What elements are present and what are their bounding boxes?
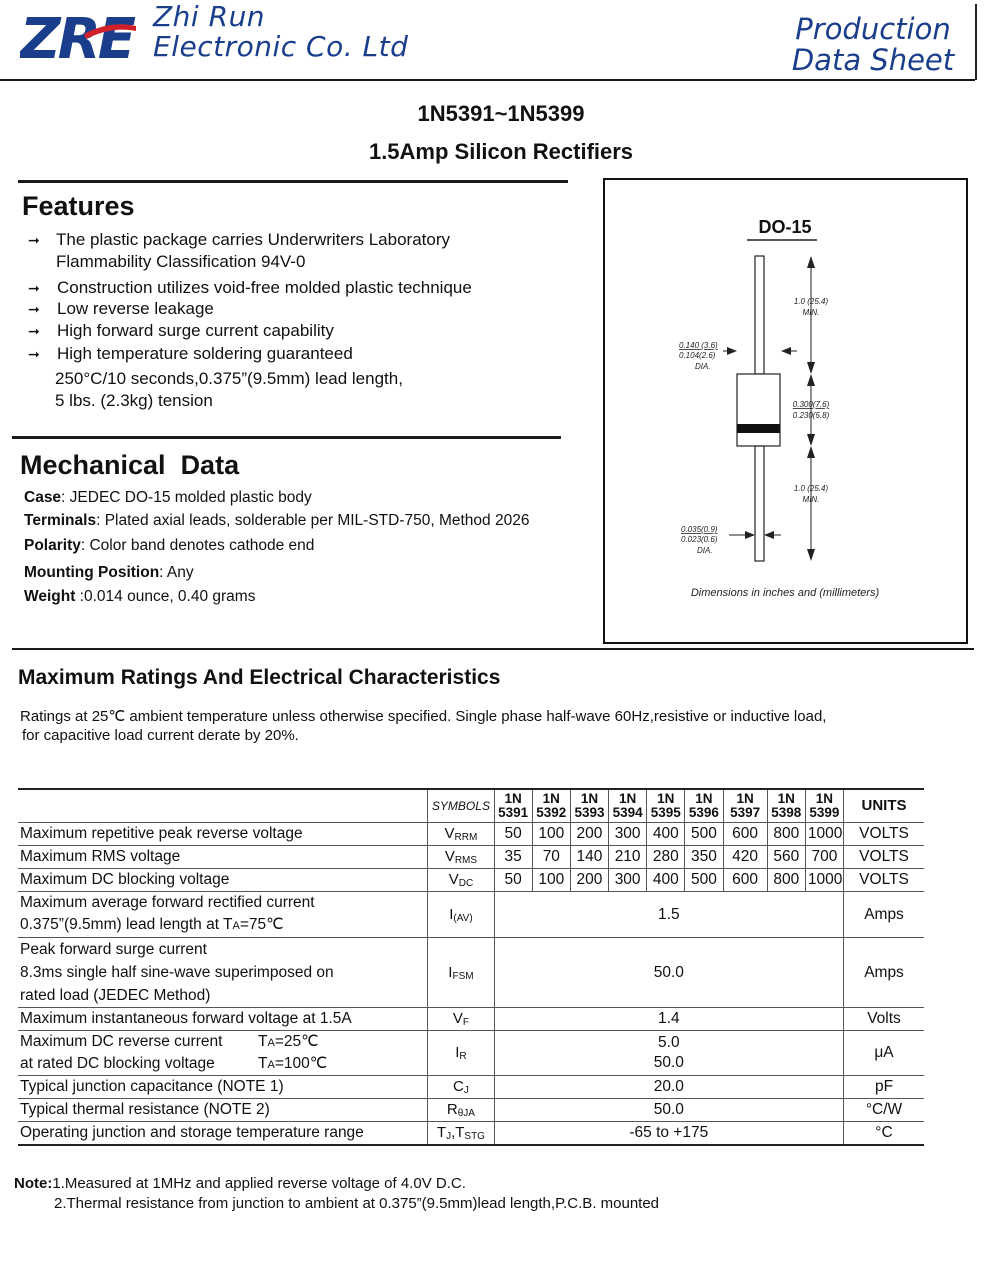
part-header: 1N 5396 bbox=[685, 789, 723, 823]
svg-text:0.035(0.9): 0.035(0.9) bbox=[681, 525, 718, 534]
features-heading: Features bbox=[22, 191, 135, 221]
do15-outline-diagram bbox=[605, 180, 966, 642]
units-header: UNITS bbox=[844, 789, 924, 823]
note-1: 1.Measured at 1MHz and applied reverse voltage of 4.0V D.C. bbox=[52, 1175, 466, 1192]
part-header: 1N 5393 bbox=[570, 789, 608, 823]
table-row: Typical thermal resistance (NOTE 2) $R_{\theta JA}$ 50.0 °C/W bbox=[18, 1099, 924, 1122]
arrow-bullet-icon: ➞ bbox=[28, 232, 40, 248]
ratings-table bbox=[18, 788, 924, 1146]
part-header: 1N 5394 bbox=[609, 789, 647, 823]
table-row: Operating junction and storage temperature range $T_J,T_{STG}$ -65 to +175 °C bbox=[18, 1122, 924, 1146]
package-name: DO-15 bbox=[758, 217, 812, 237]
part-header: 1N 5398 bbox=[767, 789, 805, 823]
arrow-bullet-icon: ➞ bbox=[28, 301, 40, 317]
dimension-caption: Dimensions in inches and (millimeters) bbox=[690, 587, 880, 599]
svg-text:MIN.: MIN. bbox=[802, 308, 820, 317]
table-row: Typical junction capacitance (NOTE 1) $C_J$ 20.0 pF bbox=[18, 1076, 924, 1099]
table-row: Maximum instantaneous forward voltage at 1.5A $V_F$ 1.4 Volts bbox=[18, 1008, 924, 1031]
note-2: 2.Thermal resistance from junction to ambient at 0.375”(9.5mm)lead length,P.C.B. mounted bbox=[54, 1195, 660, 1212]
notes-label: Note: bbox=[14, 1175, 53, 1192]
svg-text:0.140 (3.6): 0.140 (3.6) bbox=[679, 341, 718, 350]
part-header: 1N 5391 bbox=[494, 789, 532, 823]
doc-type-line2: Data Sheet bbox=[791, 43, 955, 77]
table-row: Peak forward surge current 8.3ms single half sine-wave superimposed on rated load (JEDEC Method) $I_{FSM}$ 50.0 Amps bbox=[18, 938, 924, 1008]
arrow-bullet-icon: ➞ bbox=[28, 323, 40, 339]
mech-item-mounting: Mounting Position: Any bbox=[24, 564, 194, 581]
symbols-header: SYMBOLS bbox=[428, 789, 494, 823]
arrow-bullet-icon: ➞ bbox=[28, 280, 40, 296]
svg-text:0.300(7.6): 0.300(7.6) bbox=[792, 400, 830, 409]
part-header: 1N 5399 bbox=[805, 789, 843, 823]
part-header: 1N 5395 bbox=[647, 789, 685, 823]
svg-text:DIA.: DIA. bbox=[697, 546, 713, 555]
header-rule bbox=[0, 79, 975, 81]
svg-text:1.0 (25.4): 1.0 (25.4) bbox=[793, 297, 829, 306]
svg-text:1.0 (25.4): 1.0 (25.4) bbox=[793, 484, 829, 493]
table-row: Maximum DC reverse current TA=25℃ at rated DC blocking voltage TA=100℃ $I_R$ 5.0 50.0 μA bbox=[18, 1031, 924, 1076]
diode-body bbox=[737, 374, 780, 446]
arrow-bullet-icon: ➞ bbox=[28, 346, 40, 362]
notes bbox=[14, 1174, 659, 1214]
ratings-top-rule bbox=[12, 648, 974, 650]
mechanical-top-rule bbox=[12, 436, 561, 439]
mech-item-polarity: Polarity: Color band denotes cathode end bbox=[24, 537, 315, 554]
svg-text:MIN.: MIN. bbox=[802, 495, 820, 504]
mech-item-case: Case: JEDEC DO-15 molded plastic body bbox=[24, 489, 312, 506]
svg-text:0.023(0.6): 0.023(0.6) bbox=[681, 535, 718, 544]
subtitle: 1.5Amp Silicon Rectifiers bbox=[368, 139, 634, 164]
part-header: 1N 5397 bbox=[723, 789, 767, 823]
part-header: 1N 5392 bbox=[532, 789, 570, 823]
bottom-lead bbox=[755, 446, 764, 561]
ratings-heading: Maximum Ratings And Electrical Characteristics bbox=[18, 666, 501, 689]
table-header-row bbox=[18, 789, 924, 823]
header-right-border bbox=[975, 4, 977, 80]
logo bbox=[20, 4, 140, 64]
svg-text:0.230(5.8): 0.230(5.8) bbox=[792, 411, 830, 420]
package-diagram-box bbox=[603, 178, 968, 644]
table-row: Maximum DC blocking voltage $V_{DC}$ 50 100 200 300 400 500 600 800 1000 VOLTS bbox=[18, 869, 924, 892]
company-name-line2: Electronic Co. Ltd bbox=[153, 30, 409, 63]
svg-text:DIA.: DIA. bbox=[695, 362, 711, 371]
ratings-intro: Ratings at 25℃ ambient temperature unless otherwise specified. Single phase half-wave 60Hz,resistive or inductive load, for capacitive load current derate by 20%. bbox=[20, 708, 827, 744]
table-row: Maximum RMS voltage $V_{RMS}$ 35 70 140 210 280 350 420 560 700 VOLTS bbox=[18, 846, 924, 869]
table-row: Maximum average forward rectified current 0.375”(9.5mm) lead length at TA=75℃ $I_{(AV)}$ 1.5 Amps bbox=[18, 892, 924, 938]
table-row: Maximum repetitive peak reverse voltage $V_{RRM}$ 50 100 200 300 400 500 600 800 1000 VOLTS bbox=[18, 823, 924, 846]
mechanical-heading: Mechanical Data bbox=[20, 450, 240, 480]
logo-text: ZRE bbox=[20, 7, 133, 64]
part-range-title: 1N5391~1N5399 bbox=[417, 101, 585, 126]
mech-item-weight: Weight :0.014 ounce, 0.40 grams bbox=[24, 588, 256, 605]
doc-type-line1: Production bbox=[795, 12, 951, 46]
svg-text:0.104(2.6): 0.104(2.6) bbox=[679, 351, 716, 360]
mech-item-terminals: Terminals: Plated axial leads, solderable per MIL-STD-750, Method 2026 bbox=[24, 512, 530, 529]
top-lead bbox=[755, 256, 764, 374]
cathode-band bbox=[737, 424, 780, 433]
features-top-rule bbox=[18, 180, 568, 183]
company-name-line1: Zhi Run bbox=[153, 0, 266, 33]
